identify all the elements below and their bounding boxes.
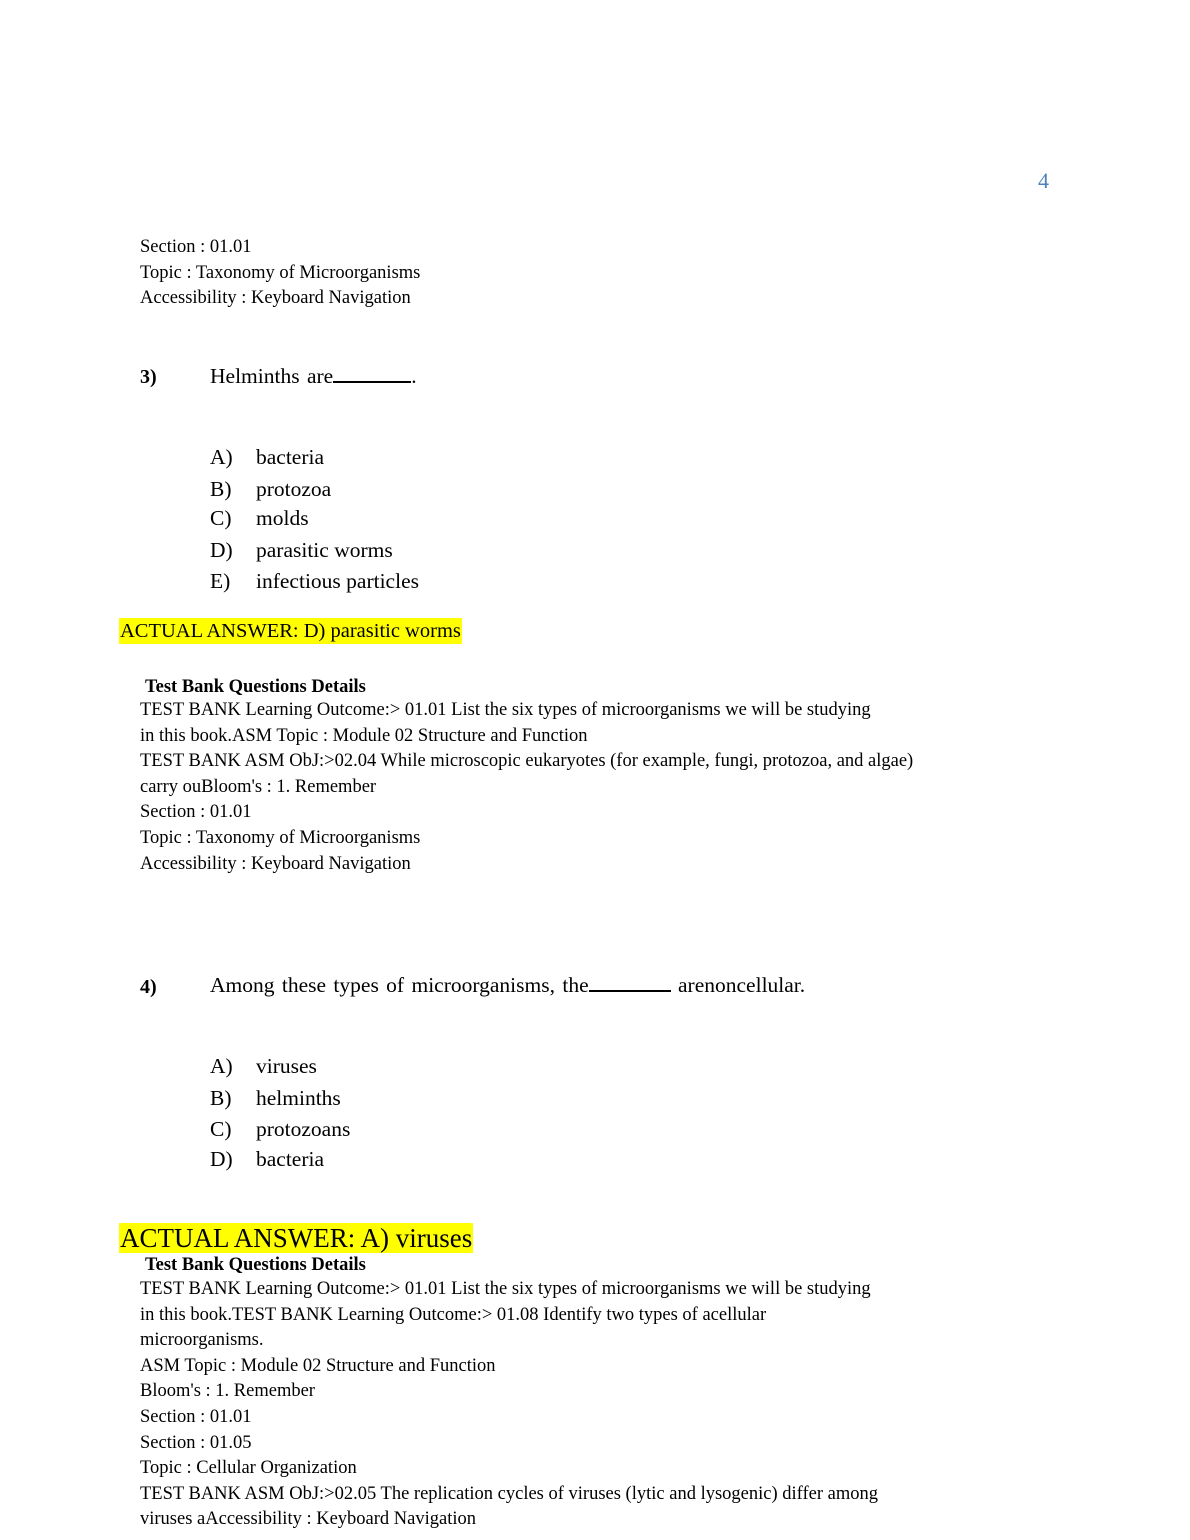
option-letter: D) [210, 538, 233, 562]
meta-topic: Topic : Taxonomy of Microorganisms [140, 263, 421, 283]
question-4-details [140, 1277, 878, 1533]
question-3-number: 3) [140, 366, 157, 388]
question-4-option [210, 1117, 350, 1142]
question-4-text-after: arenoncellular. [670, 973, 806, 997]
option-text: bacteria [256, 1147, 325, 1171]
meta-section: Section : 01.01 [140, 237, 252, 257]
option-letter: C) [210, 506, 232, 530]
question-3-option [210, 506, 309, 531]
page-number: 4 [1038, 168, 1049, 193]
option-letter: A) [210, 1054, 233, 1078]
detail-line: Section : 01.01 [140, 802, 252, 823]
detail-line: Topic : Taxonomy of Microorganisms [140, 827, 421, 848]
detail-line: ASM Topic : Module 02 Structure and Function [140, 1355, 496, 1376]
detail-line: carry ouBloom's : 1. Remember [140, 776, 377, 797]
detail-line: in this book.TEST BANK Learning Outcome:> 01.08 Identify two types of acellular [140, 1304, 767, 1325]
question-3-details-heading: Test Bank Questions Details [145, 677, 366, 697]
option-letter: D) [210, 1147, 233, 1171]
question-3-text-after: . [411, 364, 417, 388]
detail-line: Section : 01.05 [140, 1432, 252, 1453]
question-4-text [210, 973, 805, 998]
question-3-answer: ACTUAL ANSWER: D) parasitic worms [120, 620, 461, 642]
question-4-option [210, 1086, 341, 1111]
option-letter: C) [210, 1117, 232, 1141]
option-text: bacteria [256, 445, 325, 469]
question-4-answer: ACTUAL ANSWER: A) viruses [120, 1223, 473, 1253]
detail-line: TEST BANK Learning Outcome:> 01.01 List the six types of microorganisms we will be studying [140, 700, 871, 720]
option-text: protozoans [256, 1117, 351, 1141]
detail-line: Bloom's : 1. Remember [140, 1381, 315, 1402]
question-3-text [210, 364, 417, 389]
option-text: helminths [256, 1086, 341, 1110]
detail-line: TEST BANK ASM ObJ:>02.05 The replication cycles of viruses (lytic and lysogenic) differ among [140, 1483, 878, 1504]
detail-line: Section : 01.01 [140, 1406, 252, 1427]
detail-line: viruses aAccessibility : Keyboard Navigation [140, 1509, 476, 1530]
question-3-option [210, 445, 324, 470]
option-text: parasitic worms [256, 538, 393, 562]
detail-line: TEST BANK ASM ObJ:>02.04 While microscopic eukaryotes (for example, fungi, protozoa, and algae) [140, 751, 914, 772]
option-letter: E) [210, 569, 231, 593]
question-3-option [210, 477, 331, 502]
answer-blank [333, 380, 411, 383]
option-letter: A) [210, 445, 233, 469]
detail-line: microorganisms. [140, 1330, 264, 1351]
question-4-option [210, 1147, 324, 1172]
question-4-details-heading: Test Bank Questions Details [145, 1255, 366, 1275]
option-letter: B) [210, 477, 232, 501]
answer-blank [589, 989, 671, 992]
detail-line: Topic : Cellular Organization [140, 1458, 357, 1479]
option-text: infectious particles [256, 569, 419, 593]
meta-accessibility: Accessibility : Keyboard Navigation [140, 288, 411, 308]
question-4-number: 4) [140, 976, 157, 998]
question-3-details [140, 698, 913, 877]
option-text: viruses [256, 1054, 317, 1078]
question-4-option [210, 1054, 317, 1079]
question-3-option [210, 569, 419, 594]
option-text: protozoa [256, 477, 332, 501]
question-4-text-before: Among these types of microorganisms, the [210, 973, 589, 997]
detail-line: Accessibility : Keyboard Navigation [140, 853, 411, 874]
option-text: molds [256, 506, 309, 530]
question-3-option [210, 538, 393, 563]
option-letter: B) [210, 1086, 232, 1110]
detail-line: in this book.ASM Topic : Module 02 Structure and Function [140, 725, 588, 746]
question-3-text-before: Helminths are [210, 364, 334, 388]
detail-line: TEST BANK Learning Outcome:> 01.01 List the six types of microorganisms we will be studying [140, 1279, 871, 1299]
